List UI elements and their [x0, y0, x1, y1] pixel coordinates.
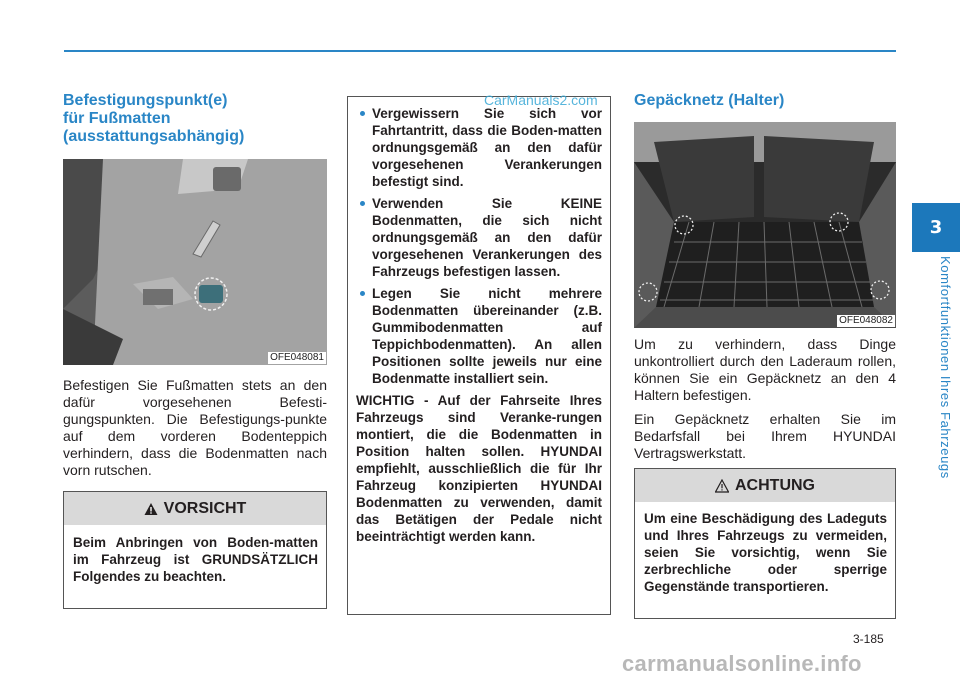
- luggage-net-photo: [634, 122, 896, 328]
- watermark-bottom: carmanualsonline.info: [622, 651, 862, 676]
- top-rule: [64, 50, 896, 52]
- section1-title-line: (ausstattungsabhängig): [63, 128, 245, 145]
- section1-title: [63, 92, 327, 146]
- image-code: OFE048081: [270, 352, 324, 363]
- section1-body: Befestigen Sie Fußmatten stets an den dafür vorgesehenen Befesti-gungspunkten. Die Befestigungs-punkte auf dem vorderen Bodenteppich verhindern, dass die Bodenmatten nach vorn rutschen.: [63, 377, 327, 478]
- achtung-text: Um eine Beschädigung des Ladeguts und Ihres Fahrzeugs zu vermeiden, seien Sie vorsichtig, wenn Sie zerbrechliche oder sperrige Gegenstände transportieren.: [644, 511, 887, 594]
- achtung-heading: ACHTUNG: [735, 476, 815, 494]
- caution-text: Beim Anbringen von Boden-matten im Fahrzeug ist GRUNDSÄTZLICH Folgendes zu beachten.: [73, 535, 318, 584]
- important-note: WICHTIG - Auf der Fahrseite Ihres Fahrzeugs sind Veranke-rungen montiert, die die Bodenmatten in Position halten sollen. HYUNDAI empfiehlt, ausschließlich die für Ihr Fahrzeug konzipierten HYUNDAI Bodenmatten zu verwenden, damit das Betätigen der Pedale nicht beeinträchtigt werden kann.: [356, 393, 602, 544]
- achtung-header: [635, 469, 895, 502]
- section2-body-2: Ein Gepäcknetz erhalten Sie im Bedarfsfall bei Ihrem HYUNDAI Vertragswerkstatt.: [634, 411, 896, 461]
- note-bullet: Vergewissern Sie sich vor Fahrtantritt, dass die Boden-matten ordnungsgemäß an den dafür vorgesehenen Verankerungen befestigt sind.: [356, 105, 602, 190]
- notes-list: [356, 105, 602, 387]
- note-bullet: Legen Sie nicht mehrere Bodenmatten übereinander (z.B. Gummibodenmatten auf Teppichbodenmatten). An allen Positionen sollte jeweils nur eine Bodenmatte installiert sein.: [356, 285, 602, 387]
- caution-box: [63, 491, 327, 609]
- column-3: [634, 92, 896, 462]
- section2-body-1: Um zu verhindern, dass Dinge unkontrolliert durch den Laderaum rollen, können Sie ein Gepäcknetz an den 4 Haltern befestigen.: [634, 336, 896, 403]
- caution-header: [64, 492, 326, 525]
- section1-title-line: Befestigungspunkt(e): [63, 92, 228, 109]
- note-bullet: Verwenden Sie KEINE Bodenmatten, die sich nicht ordnungsgemäß an den dafür vorgesehenen Verankerungen des Fahrzeugs befestigen lassen.: [356, 195, 602, 280]
- floor-mat-anchor-photo: [63, 159, 327, 365]
- watermark-top: CarManuals2.com: [484, 92, 598, 108]
- section2-title: Gepäcknetz (Halter): [634, 92, 785, 109]
- image-code: OFE048082: [839, 315, 893, 326]
- column-1: [63, 92, 327, 479]
- chapter-number: 3: [929, 217, 943, 238]
- caution-heading: VORSICHT: [163, 499, 247, 517]
- section1-title-line: für Fußmatten: [63, 110, 171, 127]
- notes-box: [347, 96, 611, 615]
- chapter-tab: [912, 203, 960, 252]
- warning-outline-icon: [715, 479, 729, 493]
- achtung-box: [634, 468, 896, 619]
- warning-triangle-icon: [144, 502, 158, 516]
- chapter-side-title: Komfortfunktionen Ihres Fahrzeugs: [938, 256, 953, 479]
- page-number: 3-185: [853, 632, 884, 646]
